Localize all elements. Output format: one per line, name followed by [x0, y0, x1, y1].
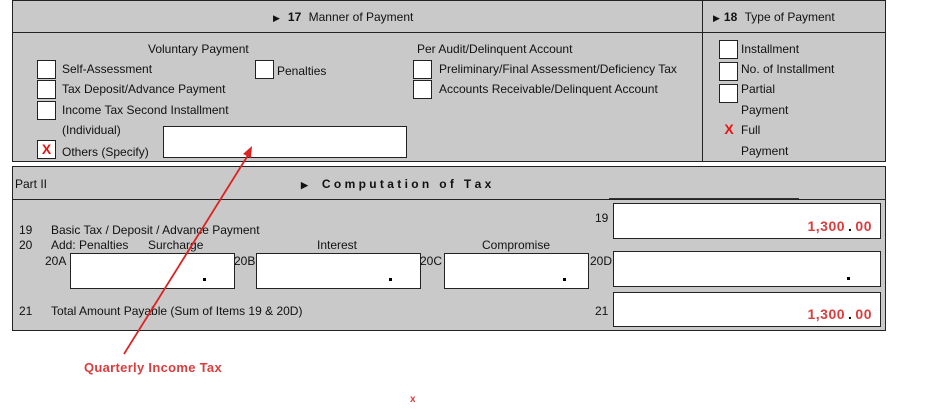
total-amount-value: 1,300: [807, 306, 846, 322]
row19-number: 19: [19, 223, 33, 237]
total-amount-cents: 00: [855, 306, 872, 322]
basic-tax-amount-value: 1,300: [807, 218, 846, 234]
others-check-mark: X: [41, 141, 52, 157]
no-of-installment-label: No. of Installment: [741, 62, 835, 76]
item18-label: Type of Payment: [744, 10, 835, 24]
item17-label: Manner of Payment: [308, 10, 414, 24]
row19-label: Basic Tax / Deposit / Advance Payment: [51, 223, 260, 237]
self-assessment-label: Self-Assessment: [62, 62, 153, 76]
surcharge-label: Surcharge: [148, 238, 204, 252]
voluntary-heading: Voluntary Payment: [148, 42, 249, 56]
part2-label: Part II: [15, 177, 48, 191]
footer-mark: x: [410, 394, 416, 405]
annotation-callout: Quarterly Income Tax: [84, 360, 222, 375]
field-20d-label: 20D: [590, 254, 613, 268]
row20-number: 20: [19, 238, 33, 252]
computation-title-text: C o m p u t a t i o n o f T a x: [321, 177, 492, 191]
compromise-label: Compromise: [482, 238, 551, 252]
second-installment-label: Income Tax Second Installment: [62, 103, 229, 117]
tax-deposit-label: Tax Deposit/Advance Payment: [62, 82, 226, 96]
field-20c-label: 20C: [420, 254, 443, 268]
annotation-arrowhead: [243, 146, 252, 158]
annotation-arrow-line: [124, 152, 250, 354]
full-payment-sublabel: Payment: [741, 144, 789, 158]
basic-tax-amount-cents: 00: [855, 218, 872, 234]
interest-label: Interest: [317, 238, 358, 252]
decimal-point: .: [848, 306, 853, 322]
audit-heading: Per Audit/Delinquent Account: [417, 42, 573, 56]
row21-number: 21: [19, 304, 33, 318]
installment-label: Installment: [741, 42, 800, 56]
full-payment-label: Full: [741, 123, 761, 137]
decimal-point: .: [848, 218, 853, 234]
row21-box-number: 21: [595, 304, 609, 318]
others-label: Others (Specify): [62, 145, 149, 159]
row21-label: Total Amount Payable (Sum of Items 19 & 20D): [51, 304, 303, 318]
full-check-mark: X: [724, 121, 734, 137]
pointer-icon: ▶: [301, 180, 308, 190]
second-installment-sublabel: (Individual): [62, 123, 121, 137]
item18-number: 18: [723, 10, 738, 24]
pointer-icon: ▶: [713, 13, 720, 23]
penalties-label: Penalties: [277, 64, 327, 78]
pointer-icon: ▶: [273, 13, 280, 23]
accounts-receivable-label: Accounts Receivable/Delinquent Account: [439, 82, 658, 96]
field-20b-label: 20B: [234, 254, 256, 268]
row19-box-number: 19: [595, 211, 609, 225]
item17-number: 17: [287, 10, 302, 24]
partial-payment-label: Partial: [741, 82, 776, 96]
row20-label: Add: Penalties: [51, 238, 129, 252]
preliminary-assessment-label: Preliminary/Final Assessment/Deficiency Tax: [439, 62, 677, 76]
partial-payment-sublabel: Payment: [741, 103, 789, 117]
field-20a-label: 20A: [45, 254, 67, 268]
